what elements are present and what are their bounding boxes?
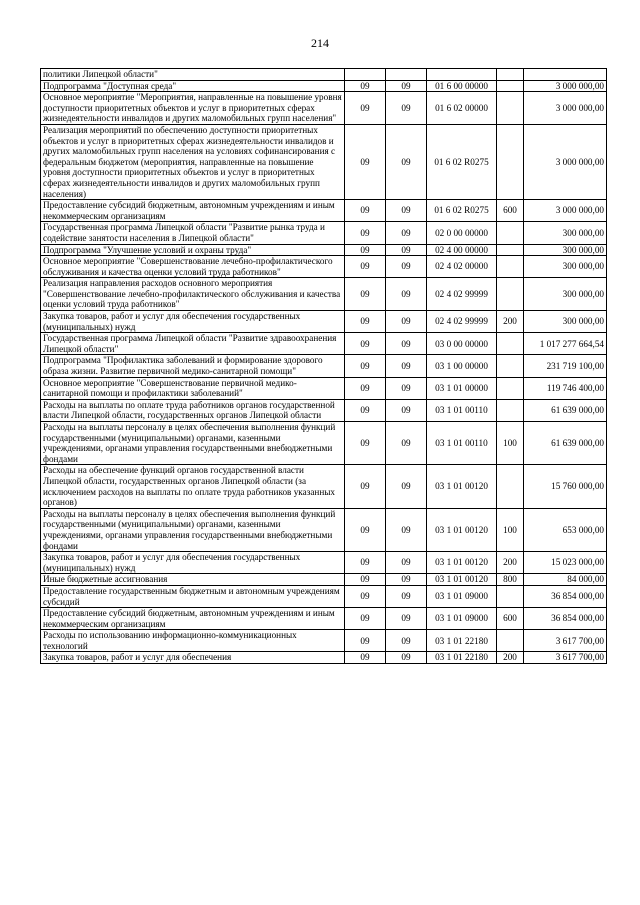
row-amount-cell: 231 719 100,00 <box>524 355 607 377</box>
row-amount-cell: 15 023 000,00 <box>524 552 607 574</box>
row-amount-cell: 300 000,00 <box>524 278 607 311</box>
row-expense-type-cell: 600 <box>497 608 524 630</box>
table-row <box>41 222 607 244</box>
row-expense-type-cell <box>497 222 524 244</box>
row-section-cell: 09 <box>345 333 386 355</box>
row-target-article-cell: 03 1 01 00110 <box>427 422 497 465</box>
row-name-cell: Подпрограмма "Доступная среда" <box>41 80 345 92</box>
row-name-cell: Расходы на выплаты персоналу в целях обеспечения выполнения функций государственными (муниципальными) органами, казенными учреждениями, органами управления государственными внебюджетными фондами <box>41 508 345 551</box>
row-expense-type-cell <box>497 355 524 377</box>
row-expense-type-cell <box>497 399 524 421</box>
row-section-cell: 09 <box>345 465 386 508</box>
table-row <box>41 355 607 377</box>
row-expense-type-cell <box>497 630 524 652</box>
row-expense-type-cell: 800 <box>497 574 524 586</box>
row-amount-cell: 3 000 000,00 <box>524 200 607 222</box>
row-section-cell <box>345 69 386 81</box>
row-name-cell: Расходы на обеспечение функций органов государственной власти Липецкой области, государственных органов Липецкой области (за исключением расходов на выплаты по оплате труда работников указанных органов) <box>41 465 345 508</box>
row-target-article-cell: 03 0 00 00000 <box>427 333 497 355</box>
row-amount-cell: 300 000,00 <box>524 222 607 244</box>
row-subsection-cell: 09 <box>386 377 427 399</box>
table-row <box>41 80 607 92</box>
row-amount-cell: 653 000,00 <box>524 508 607 551</box>
row-name-cell: Государственная программа Липецкой области "Развитие здравоохранения Липецкой области" <box>41 333 345 355</box>
row-amount-cell: 119 746 400,00 <box>524 377 607 399</box>
row-section-cell: 09 <box>345 200 386 222</box>
table-row <box>41 608 607 630</box>
row-name-cell: Иные бюджетные ассигнования <box>41 574 345 586</box>
row-subsection-cell: 09 <box>386 80 427 92</box>
row-target-article-cell: 01 6 02 R0275 <box>427 200 497 222</box>
row-expense-type-cell: 200 <box>497 652 524 664</box>
row-expense-type-cell <box>497 92 524 125</box>
row-name-cell: Основное мероприятие "Мероприятия, направленные на повышение уровня доступности приоритетных объектов и услуг в приоритетных сферах жизнедеятельности инвалидов и других маломобильных групп населения" <box>41 92 345 125</box>
row-subsection-cell: 09 <box>386 585 427 607</box>
row-amount-cell: 300 000,00 <box>524 256 607 278</box>
row-subsection-cell: 09 <box>386 399 427 421</box>
row-section-cell: 09 <box>345 508 386 551</box>
row-subsection-cell: 09 <box>386 652 427 664</box>
row-section-cell: 09 <box>345 652 386 664</box>
row-expense-type-cell: 200 <box>497 552 524 574</box>
row-section-cell: 09 <box>345 422 386 465</box>
row-name-cell: Подпрограмма "Профилактика заболеваний и формирование здорового образа жизни. Развитие первичной медико-санитарной помощи" <box>41 355 345 377</box>
table-row <box>41 256 607 278</box>
row-expense-type-cell <box>497 80 524 92</box>
row-amount-cell: 36 854 000,00 <box>524 608 607 630</box>
row-section-cell: 09 <box>345 552 386 574</box>
row-name-cell: Предоставление субсидий бюджетным, автономным учреждениям и иным некоммерческим организациям <box>41 608 345 630</box>
row-expense-type-cell: 100 <box>497 422 524 465</box>
row-expense-type-cell <box>497 124 524 199</box>
budget-table-body <box>41 69 607 664</box>
row-section-cell: 09 <box>345 574 386 586</box>
row-section-cell: 09 <box>345 244 386 256</box>
row-target-article-cell: 03 1 01 00120 <box>427 465 497 508</box>
table-row <box>41 508 607 551</box>
row-target-article-cell: 03 1 01 22180 <box>427 652 497 664</box>
row-amount-cell: 3 000 000,00 <box>524 92 607 125</box>
row-amount-cell: 15 760 000,00 <box>524 465 607 508</box>
row-name-cell: Основное мероприятие "Совершенствование первичной медико-санитарной помощи и профилактики заболеваний" <box>41 377 345 399</box>
row-amount-cell: 3 617 700,00 <box>524 630 607 652</box>
table-row <box>41 244 607 256</box>
row-section-cell: 09 <box>345 630 386 652</box>
row-section-cell: 09 <box>345 585 386 607</box>
row-amount-cell: 3 617 700,00 <box>524 652 607 664</box>
row-section-cell: 09 <box>345 80 386 92</box>
row-name-cell: Расходы по использованию информационно-коммуникационных технологий <box>41 630 345 652</box>
row-amount-cell: 3 000 000,00 <box>524 124 607 199</box>
row-subsection-cell: 09 <box>386 630 427 652</box>
table-row <box>41 69 607 81</box>
row-expense-type-cell <box>497 333 524 355</box>
row-name-cell: Реализация направления расходов основного мероприятия "Совершенствование лечебно-профилактического обслуживания и качества оценки условий труда работников" <box>41 278 345 311</box>
row-expense-type-cell <box>497 585 524 607</box>
row-target-article-cell <box>427 69 497 81</box>
row-target-article-cell: 02 4 02 00000 <box>427 256 497 278</box>
row-subsection-cell: 09 <box>386 608 427 630</box>
row-name-cell: Закупка товаров, работ и услуг для обеспечения государственных (муниципальных) нужд <box>41 552 345 574</box>
row-target-article-cell: 02 4 00 00000 <box>427 244 497 256</box>
row-subsection-cell: 09 <box>386 333 427 355</box>
row-subsection-cell: 09 <box>386 355 427 377</box>
row-expense-type-cell <box>497 278 524 311</box>
row-name-cell: Закупка товаров, работ и услуг для обеспечения <box>41 652 345 664</box>
row-expense-type-cell <box>497 69 524 81</box>
row-target-article-cell: 03 1 01 00120 <box>427 574 497 586</box>
table-row <box>41 92 607 125</box>
row-subsection-cell: 09 <box>386 256 427 278</box>
budget-table <box>40 68 607 664</box>
row-target-article-cell: 03 1 01 09000 <box>427 585 497 607</box>
row-target-article-cell: 03 1 00 00000 <box>427 355 497 377</box>
row-section-cell: 09 <box>345 355 386 377</box>
row-target-article-cell: 01 6 02 00000 <box>427 92 497 125</box>
row-target-article-cell: 03 1 01 00000 <box>427 377 497 399</box>
row-target-article-cell: 01 6 00 00000 <box>427 80 497 92</box>
row-name-cell: Расходы на выплаты по оплате труда работников органов государственной власти Липецкой области, государственных органов Липецкой области <box>41 399 345 421</box>
row-amount-cell: 61 639 000,00 <box>524 399 607 421</box>
row-expense-type-cell <box>497 256 524 278</box>
table-row <box>41 399 607 421</box>
row-amount-cell: 36 854 000,00 <box>524 585 607 607</box>
row-name-cell: Предоставление государственным бюджетным и автономным учреждениям субсидий <box>41 585 345 607</box>
row-subsection-cell: 09 <box>386 222 427 244</box>
row-target-article-cell: 03 1 01 00120 <box>427 508 497 551</box>
row-section-cell: 09 <box>345 399 386 421</box>
row-amount-cell: 84 000,00 <box>524 574 607 586</box>
row-name-cell: Расходы на выплаты персоналу в целях обеспечения выполнения функций государственными (муниципальными) органами, казенными учреждениями, органами управления государственными внебюджетными фондами <box>41 422 345 465</box>
row-name-cell: Предоставление субсидий бюджетным, автономным учреждениям и иным некоммерческим организациям <box>41 200 345 222</box>
row-amount-cell: 300 000,00 <box>524 244 607 256</box>
row-subsection-cell: 09 <box>386 422 427 465</box>
row-subsection-cell: 09 <box>386 124 427 199</box>
row-target-article-cell: 03 1 01 22180 <box>427 630 497 652</box>
table-row <box>41 311 607 333</box>
row-section-cell: 09 <box>345 222 386 244</box>
row-subsection-cell: 09 <box>386 508 427 551</box>
table-row <box>41 574 607 586</box>
table-row <box>41 630 607 652</box>
row-subsection-cell: 09 <box>386 200 427 222</box>
row-expense-type-cell: 600 <box>497 200 524 222</box>
row-target-article-cell: 02 4 02 99999 <box>427 311 497 333</box>
row-target-article-cell: 02 4 02 99999 <box>427 278 497 311</box>
row-section-cell: 09 <box>345 377 386 399</box>
row-section-cell: 09 <box>345 311 386 333</box>
row-section-cell: 09 <box>345 278 386 311</box>
table-row <box>41 200 607 222</box>
row-subsection-cell: 09 <box>386 311 427 333</box>
row-expense-type-cell <box>497 377 524 399</box>
row-amount-cell: 61 639 000,00 <box>524 422 607 465</box>
row-subsection-cell: 09 <box>386 92 427 125</box>
row-amount-cell: 300 000,00 <box>524 311 607 333</box>
table-row <box>41 422 607 465</box>
row-target-article-cell: 03 1 01 00110 <box>427 399 497 421</box>
row-expense-type-cell: 100 <box>497 508 524 551</box>
page-number: 214 <box>311 36 329 50</box>
row-amount-cell <box>524 69 607 81</box>
row-subsection-cell <box>386 69 427 81</box>
row-subsection-cell: 09 <box>386 552 427 574</box>
table-row <box>41 333 607 355</box>
row-name-cell: Закупка товаров, работ и услуг для обеспечения государственных (муниципальных) нужд <box>41 311 345 333</box>
row-amount-cell: 3 000 000,00 <box>524 80 607 92</box>
table-row <box>41 278 607 311</box>
row-section-cell: 09 <box>345 124 386 199</box>
row-subsection-cell: 09 <box>386 244 427 256</box>
row-section-cell: 09 <box>345 256 386 278</box>
row-section-cell: 09 <box>345 92 386 125</box>
table-row <box>41 585 607 607</box>
row-subsection-cell: 09 <box>386 465 427 508</box>
row-target-article-cell: 03 1 01 00120 <box>427 552 497 574</box>
table-row <box>41 124 607 199</box>
row-amount-cell: 1 017 277 664,54 <box>524 333 607 355</box>
row-section-cell: 09 <box>345 608 386 630</box>
row-expense-type-cell: 200 <box>497 311 524 333</box>
row-expense-type-cell <box>497 465 524 508</box>
row-name-cell: Реализация мероприятий по обеспечению доступности приоритетных объектов и услуг в приоритетных сферах жизнедеятельности инвалидов и других маломобильных групп населения на условиях софинансирования с федеральным бюджетом (мероприятия, направленные на повышение уровня доступности приоритетных объектов и услуг в приоритетных сферах жизнедеятельности инвалидов и других маломобильных групп населения) <box>41 124 345 199</box>
row-target-article-cell: 03 1 01 09000 <box>427 608 497 630</box>
row-target-article-cell: 01 6 02 R0275 <box>427 124 497 199</box>
row-target-article-cell: 02 0 00 00000 <box>427 222 497 244</box>
row-name-cell: Подпрограмма "Улучшение условий и охраны труда" <box>41 244 345 256</box>
table-row <box>41 377 607 399</box>
table-row <box>41 652 607 664</box>
table-row <box>41 552 607 574</box>
table-row <box>41 465 607 508</box>
row-name-cell: политики Липецкой области" <box>41 69 345 81</box>
row-name-cell: Государственная программа Липецкой области "Развитие рынка труда и содействие занятости населения в Липецкой области" <box>41 222 345 244</box>
row-name-cell: Основное мероприятие "Совершенствование лечебно-профилактического обслуживания и качества оценки условий труда работников" <box>41 256 345 278</box>
row-subsection-cell: 09 <box>386 278 427 311</box>
row-subsection-cell: 09 <box>386 574 427 586</box>
row-expense-type-cell <box>497 244 524 256</box>
